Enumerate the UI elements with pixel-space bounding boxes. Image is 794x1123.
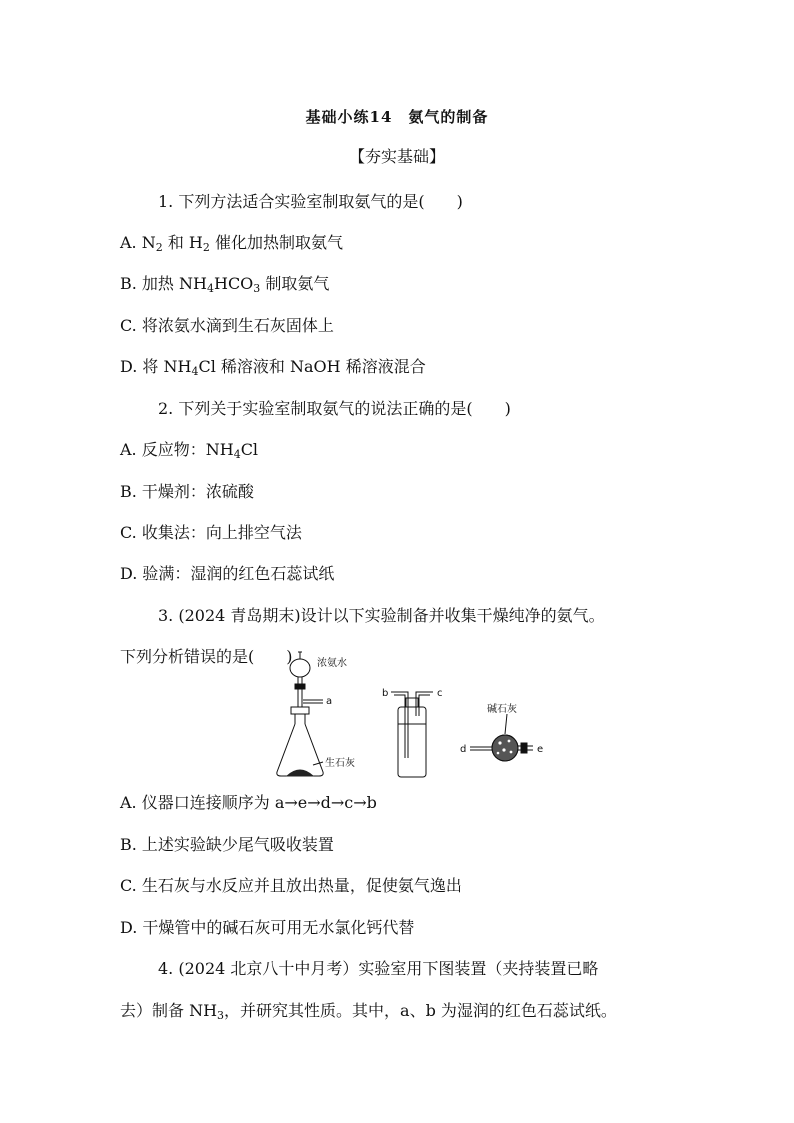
question-3-option-d: D. 干燥管中的碱石灰可用无水氯化钙代替	[120, 918, 415, 937]
section-heading: 【夯实基础】	[348, 147, 445, 166]
label-port-c: c	[437, 688, 443, 699]
question-2-option-a: A. 反应物：$NH_4Cl$	[120, 440, 259, 461]
label-port-e: e	[537, 744, 544, 755]
question-1-option-a: A. $N_2$ 和 $H_2$ 催化加热制取氨气	[120, 233, 343, 254]
label-soda-lime: 碱石灰	[487, 704, 517, 715]
label-port-b: b	[382, 688, 389, 699]
question-2-option-c: C. 收集法：向上排空气法	[120, 523, 302, 542]
label-quicklime: 生石灰	[325, 758, 355, 769]
question-3-option-a: A. 仪器口连接顺序为 a→e→d→c→b	[120, 793, 377, 812]
question-1-stem: 1. 下列方法适合实验室制取氨气的是( )	[158, 192, 463, 211]
gas-bottle	[391, 692, 433, 777]
question-2-option-b: B. 干燥剂：浓硫酸	[120, 482, 254, 501]
question-1-option-d: D. 将 $NH_4Cl$ 稀溶液和 NaOH 稀溶液混合	[120, 357, 426, 378]
question-2-stem: 2. 下列关于实验室制取氨气的说法正确的是( )	[158, 399, 511, 418]
label-port-d: d	[460, 744, 467, 755]
apparatus-diagram	[265, 650, 555, 782]
question-1-option-b: B. 加热 $NH_4HCO_3$ 制取氨气	[120, 274, 330, 295]
page-title: 基础小练14 氨气的制备	[305, 108, 489, 126]
apparatus-figure	[265, 650, 555, 782]
question-4-stem-line-1: 4. (2024 北京八十中月考）实验室用下图装置（夹持装置已略	[158, 959, 599, 978]
question-3-stem-line-2: 下列分析错误的是( )	[120, 647, 293, 666]
label-concentrated-ammonia: 浓氨水	[317, 658, 347, 669]
drying-tube	[470, 714, 533, 761]
question-4-stem-line-2: 去）制备 $NH_3$，并研究其性质。其中，a、b 为湿润的红色石蕊试纸。	[120, 1001, 617, 1022]
question-2-option-d: D. 验满：湿润的红色石蕊试纸	[120, 564, 335, 583]
question-3-option-c: C. 生石灰与水反应并且放出热量，促使氨气逸出	[120, 876, 462, 895]
generator-flask	[277, 652, 323, 776]
question-3-stem-line-1: 3. (2024 青岛期末)设计以下实验制备并收集干燥纯净的氨气。	[158, 606, 605, 625]
question-3-option-b: B. 上述实验缺少尾气吸收装置	[120, 835, 334, 854]
question-1-option-c: C. 将浓氨水滴到生石灰固体上	[120, 316, 334, 335]
label-port-a: a	[326, 696, 333, 707]
